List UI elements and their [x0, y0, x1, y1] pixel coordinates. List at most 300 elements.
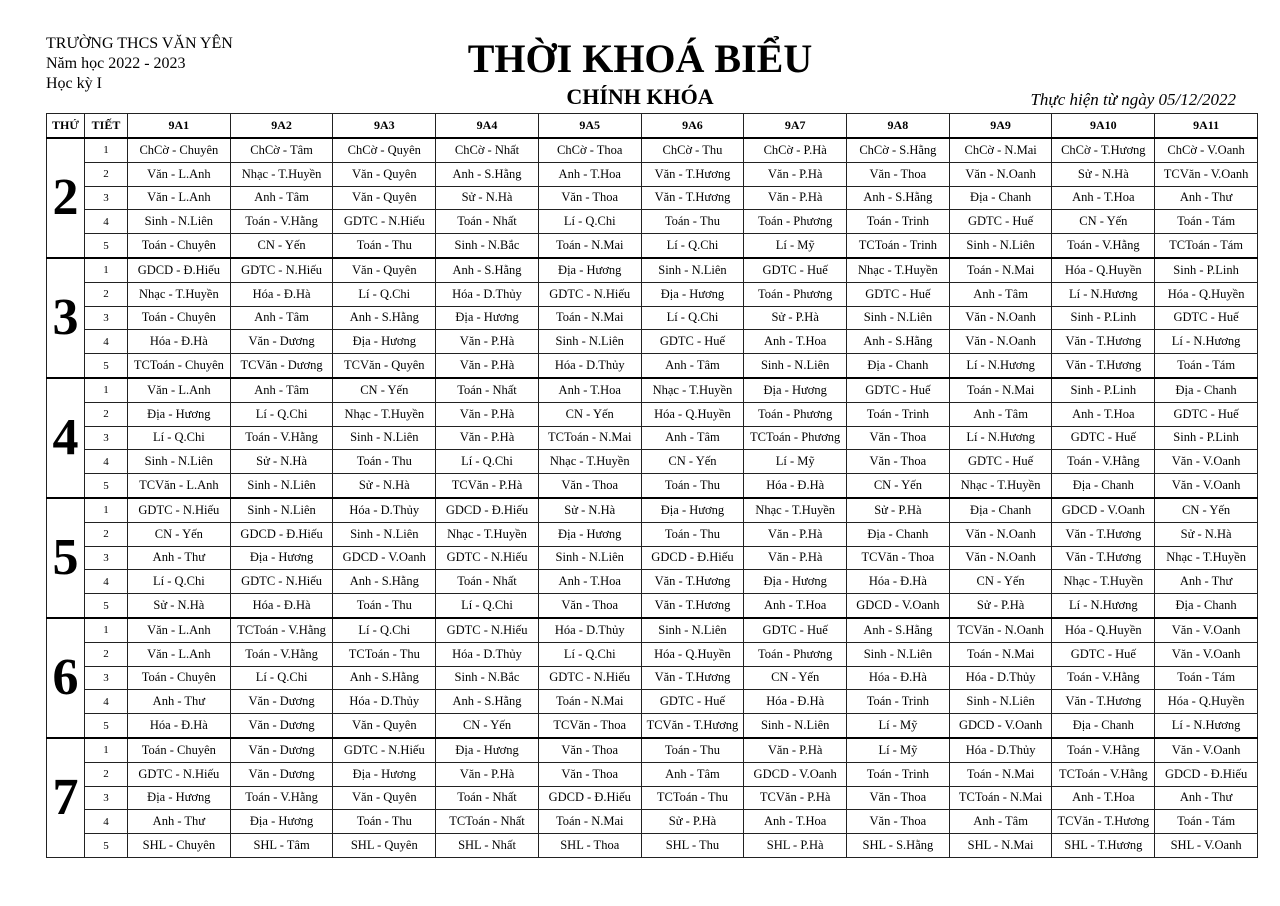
lesson-cell: Văn - Thoa	[538, 762, 641, 786]
lesson-cell: CN - Yến	[1052, 210, 1155, 234]
lesson-cell: Địa - Hương	[641, 498, 744, 522]
lesson-cell: Lí - Mỹ	[744, 450, 847, 474]
lesson-cell: Nhạc - T.Huyền	[847, 258, 950, 282]
lesson-cell: Lí - Q.Chi	[333, 618, 436, 642]
lesson-cell: GDTC - N.Hiếu	[128, 498, 231, 522]
lesson-cell: Anh - T.Hoa	[538, 162, 641, 186]
timetable-row	[47, 378, 1258, 402]
lesson-cell: ChCờ - S.Hằng	[847, 138, 950, 162]
lesson-cell: Địa - Hương	[230, 546, 333, 570]
lesson-cell: Toán - Nhất	[436, 570, 539, 594]
day-label: 2	[47, 138, 85, 258]
lesson-cell: Nhạc - T.Huyền	[1155, 546, 1258, 570]
lesson-cell: CN - Yến	[641, 450, 744, 474]
lesson-cell: Toán - Tám	[1155, 666, 1258, 690]
lesson-cell: Văn - T.Hương	[1052, 546, 1155, 570]
lesson-cell: Văn - T.Hương	[641, 570, 744, 594]
lesson-cell: Địa - Chanh	[1052, 474, 1155, 498]
lesson-cell: Văn - T.Hương	[641, 666, 744, 690]
class-column-header: 9A1	[128, 114, 231, 139]
lesson-cell: ChCờ - P.Hà	[744, 138, 847, 162]
lesson-cell: Toán - V.Hằng	[230, 642, 333, 666]
lesson-cell: GDTC - Huế	[641, 690, 744, 714]
lesson-cell: Văn - N.Oanh	[949, 546, 1052, 570]
lesson-cell: Sử - N.Hà	[538, 498, 641, 522]
lesson-cell: Lí - Mỹ	[744, 234, 847, 258]
lesson-cell: Địa - Hương	[230, 810, 333, 834]
lesson-cell: Anh - Tâm	[641, 762, 744, 786]
lesson-cell: Hóa - Q.Huyền	[641, 402, 744, 426]
timetable-row	[47, 546, 1258, 570]
lesson-cell: SHL - Quyên	[333, 834, 436, 858]
timetable-row	[47, 402, 1258, 426]
lesson-cell: Lí - Q.Chi	[230, 666, 333, 690]
lesson-cell: Toán - V.Hằng	[1052, 666, 1155, 690]
lesson-cell: Văn - T.Hương	[1052, 522, 1155, 546]
period-number: 4	[85, 810, 128, 834]
lesson-cell: GDCD - Đ.Hiếu	[1155, 762, 1258, 786]
lesson-cell: Văn - P.Hà	[436, 354, 539, 378]
lesson-cell: Toán - Tám	[1155, 810, 1258, 834]
lesson-cell: Toán - V.Hằng	[230, 786, 333, 810]
lesson-cell: Văn - N.Oanh	[949, 330, 1052, 354]
lesson-cell: TCVăn - Dương	[230, 354, 333, 378]
lesson-cell: Anh - S.Hằng	[847, 330, 950, 354]
timetable-row	[47, 162, 1258, 186]
period-number: 2	[85, 162, 128, 186]
lesson-cell: Địa - Hương	[641, 282, 744, 306]
lesson-cell: ChCờ - Thoa	[538, 138, 641, 162]
timetable-row	[47, 426, 1258, 450]
lesson-cell: GDTC - Huế	[1052, 426, 1155, 450]
lesson-cell: GDCD - Đ.Hiếu	[538, 786, 641, 810]
class-column-header: 9A6	[641, 114, 744, 139]
class-column-header: 9A11	[1155, 114, 1258, 139]
lesson-cell: Địa - Hương	[538, 522, 641, 546]
lesson-cell: Nhạc - T.Huyền	[436, 522, 539, 546]
lesson-cell: Địa - Chanh	[1052, 714, 1155, 738]
lesson-cell: Sinh - N.Liên	[128, 210, 231, 234]
lesson-cell: GDCD - V.Oanh	[1052, 498, 1155, 522]
lesson-cell: GDTC - N.Hiếu	[230, 258, 333, 282]
lesson-cell: Lí - Q.Chi	[436, 594, 539, 618]
lesson-cell: Văn - Thoa	[847, 162, 950, 186]
lesson-cell: Hóa - D.Thủy	[538, 618, 641, 642]
lesson-cell: Toán - N.Mai	[949, 378, 1052, 402]
lesson-cell: Toán - Trinh	[847, 402, 950, 426]
lesson-cell: Văn - Dương	[230, 762, 333, 786]
period-number: 2	[85, 522, 128, 546]
period-number: 4	[85, 690, 128, 714]
lesson-cell: Sinh - N.Liên	[128, 450, 231, 474]
lesson-cell: Lí - Q.Chi	[641, 234, 744, 258]
lesson-cell: TCVăn - P.Hà	[436, 474, 539, 498]
lesson-cell: GDCD - V.Oanh	[847, 594, 950, 618]
lesson-cell: Lí - Q.Chi	[128, 570, 231, 594]
lesson-cell: TCToán - Thu	[641, 786, 744, 810]
lesson-cell: Văn - Quyên	[333, 786, 436, 810]
lesson-cell: Văn - N.Oanh	[949, 306, 1052, 330]
period-number: 4	[85, 210, 128, 234]
lesson-cell: Anh - T.Hoa	[1052, 786, 1155, 810]
lesson-cell: Anh - Thư	[1155, 786, 1258, 810]
lesson-cell: TCToán - Thu	[333, 642, 436, 666]
lesson-cell: Sử - N.Hà	[230, 450, 333, 474]
lesson-cell: GDTC - Huế	[744, 258, 847, 282]
lesson-cell: Anh - S.Hằng	[333, 306, 436, 330]
lesson-cell: GDCD - V.Oanh	[949, 714, 1052, 738]
lesson-cell: Toán - Phương	[744, 642, 847, 666]
lesson-cell: Văn - N.Oanh	[949, 522, 1052, 546]
lesson-cell: ChCờ - V.Oanh	[1155, 138, 1258, 162]
lesson-cell: GDCD - Đ.Hiếu	[641, 546, 744, 570]
lesson-cell: Anh - T.Hoa	[1052, 186, 1155, 210]
period-number: 3	[85, 546, 128, 570]
lesson-cell: Toán - Chuyên	[128, 234, 231, 258]
lesson-cell: TCToán - V.Hằng	[1052, 762, 1155, 786]
lesson-cell: Văn - P.Hà	[436, 402, 539, 426]
lesson-cell: Văn - Dương	[230, 714, 333, 738]
lesson-cell: Hóa - Đ.Hà	[847, 666, 950, 690]
lesson-cell: Văn - Dương	[230, 330, 333, 354]
timetable-row	[47, 186, 1258, 210]
period-number: 5	[85, 834, 128, 858]
lesson-cell: Lí - N.Hương	[1052, 594, 1155, 618]
lesson-cell: Văn - Thoa	[538, 474, 641, 498]
lesson-cell: Toán - N.Mai	[538, 234, 641, 258]
lesson-cell: TCToán - N.Mai	[538, 426, 641, 450]
page-title: THỜI KHOÁ BIỂU	[467, 36, 813, 81]
lesson-cell: Hóa - Đ.Hà	[744, 474, 847, 498]
period-number: 1	[85, 618, 128, 642]
lesson-cell: Anh - Tâm	[230, 186, 333, 210]
period-number: 5	[85, 594, 128, 618]
lesson-cell: Hóa - Đ.Hà	[128, 330, 231, 354]
lesson-cell: Hóa - Đ.Hà	[230, 594, 333, 618]
lesson-cell: Văn - P.Hà	[744, 546, 847, 570]
lesson-cell: TCToán - Trinh	[847, 234, 950, 258]
lesson-cell: Anh - T.Hoa	[1052, 402, 1155, 426]
lesson-cell: Sinh - N.Bắc	[436, 666, 539, 690]
lesson-cell: Sinh - P.Linh	[1155, 258, 1258, 282]
lesson-cell: Sinh - N.Liên	[949, 234, 1052, 258]
lesson-cell: Sinh - N.Liên	[641, 258, 744, 282]
lesson-cell: Toán - N.Mai	[949, 762, 1052, 786]
timetable-row	[47, 786, 1258, 810]
lesson-cell: TCToán - Phương	[744, 426, 847, 450]
lesson-cell: Sử - N.Hà	[1155, 522, 1258, 546]
lesson-cell: Sử - P.Hà	[949, 594, 1052, 618]
lesson-cell: Sinh - N.Liên	[230, 474, 333, 498]
lesson-cell: Anh - Thư	[128, 546, 231, 570]
lesson-cell: Văn - P.Hà	[744, 186, 847, 210]
lesson-cell: TCToán - Chuyên	[128, 354, 231, 378]
lesson-cell: Toán - Thu	[333, 450, 436, 474]
lesson-cell: Nhạc - T.Huyền	[641, 378, 744, 402]
period-number: 4	[85, 450, 128, 474]
timetable-row	[47, 738, 1258, 762]
lesson-cell: Hóa - D.Thủy	[949, 738, 1052, 762]
lesson-cell: TCVăn - T.Hương	[641, 714, 744, 738]
lesson-cell: Sử - N.Hà	[1052, 162, 1155, 186]
lesson-cell: Anh - Tâm	[949, 282, 1052, 306]
lesson-cell: GDTC - Huế	[847, 282, 950, 306]
lesson-cell: CN - Yến	[949, 570, 1052, 594]
lesson-cell: Hóa - Đ.Hà	[847, 570, 950, 594]
lesson-cell: Văn - P.Hà	[744, 162, 847, 186]
lesson-cell: Anh - T.Hoa	[538, 570, 641, 594]
lesson-cell: Toán - Thu	[333, 810, 436, 834]
lesson-cell: TCToán - Tám	[1155, 234, 1258, 258]
lesson-cell: ChCờ - Thu	[641, 138, 744, 162]
lesson-cell: GDTC - N.Hiếu	[230, 570, 333, 594]
lesson-cell: Nhạc - T.Huyền	[230, 162, 333, 186]
day-label: 4	[47, 378, 85, 498]
lesson-cell: CN - Yến	[128, 522, 231, 546]
lesson-cell: Văn - N.Oanh	[949, 162, 1052, 186]
lesson-cell: Toán - Tám	[1155, 354, 1258, 378]
lesson-cell: Toán - Thu	[333, 234, 436, 258]
timetable-header-row	[47, 114, 1258, 139]
lesson-cell: TCToán - V.Hằng	[230, 618, 333, 642]
lesson-cell: SHL - V.Oanh	[1155, 834, 1258, 858]
lesson-cell: Địa - Hương	[436, 306, 539, 330]
lesson-cell: Toán - V.Hằng	[1052, 738, 1155, 762]
class-column-header: 9A2	[230, 114, 333, 139]
lesson-cell: TCVăn - N.Oanh	[949, 618, 1052, 642]
lesson-cell: SHL - P.Hà	[744, 834, 847, 858]
lesson-cell: SHL - Thu	[641, 834, 744, 858]
lesson-cell: ChCờ - Chuyên	[128, 138, 231, 162]
lesson-cell: Văn - L.Anh	[128, 162, 231, 186]
lesson-cell: Toán - Chuyên	[128, 666, 231, 690]
timetable-row	[47, 306, 1258, 330]
lesson-cell: ChCờ - Quyên	[333, 138, 436, 162]
period-number: 2	[85, 402, 128, 426]
lesson-cell: Anh - T.Hoa	[744, 594, 847, 618]
lesson-cell: GDCD - Đ.Hiếu	[436, 498, 539, 522]
lesson-cell: Lí - N.Hương	[949, 426, 1052, 450]
lesson-cell: Anh - Tâm	[230, 378, 333, 402]
lesson-cell: Lí - N.Hương	[1155, 714, 1258, 738]
timetable-row	[47, 330, 1258, 354]
lesson-cell: Toán - Chuyên	[128, 738, 231, 762]
lesson-cell: Văn - T.Hương	[1052, 330, 1155, 354]
lesson-cell: Địa - Hương	[744, 378, 847, 402]
lesson-cell: TCVăn - P.Hà	[744, 786, 847, 810]
lesson-cell: GDTC - Huế	[949, 210, 1052, 234]
lesson-cell: Lí - Q.Chi	[128, 426, 231, 450]
lesson-cell: CN - Yến	[538, 402, 641, 426]
class-column-header: 9A8	[847, 114, 950, 139]
lesson-cell: Địa - Chanh	[847, 522, 950, 546]
lesson-cell: Sinh - P.Linh	[1155, 426, 1258, 450]
lesson-cell: Hóa - Q.Huyền	[1052, 258, 1155, 282]
lesson-cell: Toán - Thu	[641, 738, 744, 762]
lesson-cell: Toán - N.Mai	[949, 642, 1052, 666]
lesson-cell: GDCD - V.Oanh	[744, 762, 847, 786]
timetable	[46, 113, 1258, 858]
lesson-cell: Toán - Nhất	[436, 786, 539, 810]
lesson-cell: Anh - S.Hằng	[847, 186, 950, 210]
lesson-cell: Hóa - Đ.Hà	[128, 714, 231, 738]
lesson-cell: Địa - Chanh	[949, 186, 1052, 210]
school-name: TRƯỜNG THCS VĂN YÊN	[46, 35, 233, 52]
lesson-cell: Nhạc - T.Huyền	[538, 450, 641, 474]
lesson-cell: Địa - Hương	[333, 762, 436, 786]
lesson-cell: Nhạc - T.Huyền	[128, 282, 231, 306]
timetable-row	[47, 570, 1258, 594]
timetable-row	[47, 522, 1258, 546]
lesson-cell: Lí - Mỹ	[847, 714, 950, 738]
period-number: 3	[85, 186, 128, 210]
lesson-cell: Văn - Thoa	[847, 450, 950, 474]
lesson-cell: Văn - L.Anh	[128, 642, 231, 666]
lesson-cell: ChCờ - N.Mai	[949, 138, 1052, 162]
period-number: 1	[85, 498, 128, 522]
period-number: 2	[85, 642, 128, 666]
lesson-cell: Toán - N.Mai	[538, 810, 641, 834]
lesson-cell: Hóa - Đ.Hà	[230, 282, 333, 306]
lesson-cell: Anh - Tâm	[949, 810, 1052, 834]
timetable-row	[47, 474, 1258, 498]
lesson-cell: Lí - N.Hương	[1052, 282, 1155, 306]
school-year: Năm học 2022 - 2023	[46, 55, 186, 72]
lesson-cell: GDTC - Huế	[1155, 306, 1258, 330]
lesson-cell: Hóa - D.Thủy	[333, 690, 436, 714]
lesson-cell: Văn - L.Anh	[128, 186, 231, 210]
lesson-cell: Văn - T.Hương	[641, 594, 744, 618]
lesson-cell: Địa - Hương	[436, 738, 539, 762]
lesson-cell: GDTC - Huế	[847, 378, 950, 402]
timetable-row	[47, 354, 1258, 378]
lesson-cell: Toán - Trinh	[847, 762, 950, 786]
lesson-cell: Văn - T.Hương	[1052, 354, 1155, 378]
timetable-row	[47, 450, 1258, 474]
lesson-cell: Hóa - D.Thủy	[436, 282, 539, 306]
lesson-cell: Văn - P.Hà	[744, 522, 847, 546]
lesson-cell: Văn - V.Oanh	[1155, 738, 1258, 762]
timetable-row	[47, 714, 1258, 738]
lesson-cell: Anh - T.Hoa	[744, 810, 847, 834]
lesson-cell: ChCờ - Nhất	[436, 138, 539, 162]
lesson-cell: Hóa - D.Thủy	[436, 642, 539, 666]
class-column-header: 9A3	[333, 114, 436, 139]
timetable-row	[47, 498, 1258, 522]
lesson-cell: Lí - Q.Chi	[538, 210, 641, 234]
lesson-cell: Toán - Phương	[744, 402, 847, 426]
lesson-cell: TCVăn - Thoa	[538, 714, 641, 738]
lesson-cell: Địa - Hương	[128, 402, 231, 426]
lesson-cell: GDTC - Huế	[1155, 402, 1258, 426]
timetable-row	[47, 138, 1258, 162]
lesson-cell: Lí - N.Hương	[1155, 330, 1258, 354]
lesson-cell: TCVăn - Quyên	[333, 354, 436, 378]
lesson-cell: ChCờ - Tâm	[230, 138, 333, 162]
lesson-cell: Anh - Tâm	[949, 402, 1052, 426]
timetable-row	[47, 234, 1258, 258]
lesson-cell: CN - Yến	[1155, 498, 1258, 522]
lesson-cell: Anh - S.Hằng	[436, 258, 539, 282]
lesson-cell: SHL - Chuyên	[128, 834, 231, 858]
effective-date: Thực hiện từ ngày 05/12/2022	[1030, 90, 1236, 109]
lesson-cell: Anh - S.Hằng	[333, 570, 436, 594]
class-column-header: 9A5	[538, 114, 641, 139]
lesson-cell: TCVăn - L.Anh	[128, 474, 231, 498]
lesson-cell: Toán - Chuyên	[128, 306, 231, 330]
lesson-cell: Anh - Thư	[1155, 186, 1258, 210]
lesson-cell: Hóa - Đ.Hà	[744, 690, 847, 714]
period-number: 4	[85, 330, 128, 354]
lesson-cell: Địa - Hương	[744, 570, 847, 594]
lesson-cell: GDTC - N.Hiếu	[538, 282, 641, 306]
lesson-cell: Sinh - N.Liên	[333, 522, 436, 546]
lesson-cell: GDTC - N.Hiếu	[436, 546, 539, 570]
class-column-header: 9A9	[949, 114, 1052, 139]
lesson-cell: Địa - Chanh	[1155, 594, 1258, 618]
lesson-cell: Văn - Thoa	[847, 426, 950, 450]
lesson-cell: Lí - Q.Chi	[333, 282, 436, 306]
lesson-cell: Sử - N.Hà	[128, 594, 231, 618]
lesson-cell: Văn - Dương	[230, 738, 333, 762]
period-number: 1	[85, 138, 128, 162]
day-label: 7	[47, 738, 85, 857]
lesson-cell: Toán - Thu	[641, 474, 744, 498]
class-column-header: 9A10	[1052, 114, 1155, 139]
timetable-row	[47, 690, 1258, 714]
lesson-cell: Toán - V.Hằng	[230, 426, 333, 450]
period-number: 5	[85, 474, 128, 498]
day-column-header: THỨ	[47, 114, 85, 139]
period-number: 3	[85, 666, 128, 690]
timetable-row	[47, 762, 1258, 786]
lesson-cell: Anh - S.Hằng	[436, 162, 539, 186]
lesson-cell: GDTC - N.Hiếu	[436, 618, 539, 642]
lesson-cell: Toán - V.Hằng	[230, 210, 333, 234]
lesson-cell: Sinh - N.Liên	[333, 426, 436, 450]
lesson-cell: Toán - N.Mai	[538, 306, 641, 330]
lesson-cell: GDTC - Huế	[949, 450, 1052, 474]
lesson-cell: Hóa - Q.Huyền	[1155, 690, 1258, 714]
lesson-cell: Sinh - N.Bắc	[436, 234, 539, 258]
lesson-cell: Sinh - N.Liên	[744, 354, 847, 378]
period-number: 3	[85, 306, 128, 330]
lesson-cell: Sử - P.Hà	[641, 810, 744, 834]
lesson-cell: Anh - Tâm	[641, 354, 744, 378]
lesson-cell: Anh - Tâm	[230, 306, 333, 330]
page-subtitle: CHÍNH KHÓA	[566, 84, 714, 109]
lesson-cell: Nhạc - T.Huyền	[949, 474, 1052, 498]
lesson-cell: Văn - Thoa	[847, 786, 950, 810]
lesson-cell: TCVăn - Thoa	[847, 546, 950, 570]
period-number: 5	[85, 234, 128, 258]
lesson-cell: SHL - Thoa	[538, 834, 641, 858]
lesson-cell: Anh - T.Hoa	[744, 330, 847, 354]
lesson-cell: Sinh - N.Liên	[847, 306, 950, 330]
lesson-cell: GDTC - N.Hiếu	[333, 210, 436, 234]
day-label: 6	[47, 618, 85, 738]
lesson-cell: Văn - L.Anh	[128, 618, 231, 642]
lesson-cell: CN - Yến	[436, 714, 539, 738]
lesson-cell: Văn - T.Hương	[641, 186, 744, 210]
lesson-cell: Sinh - N.Liên	[847, 642, 950, 666]
lesson-cell: Địa - Chanh	[949, 498, 1052, 522]
lesson-cell: Toán - Trinh	[847, 690, 950, 714]
lesson-cell: SHL - S.Hằng	[847, 834, 950, 858]
period-number: 1	[85, 258, 128, 282]
lesson-cell: Hóa - D.Thủy	[538, 354, 641, 378]
period-number: 2	[85, 282, 128, 306]
